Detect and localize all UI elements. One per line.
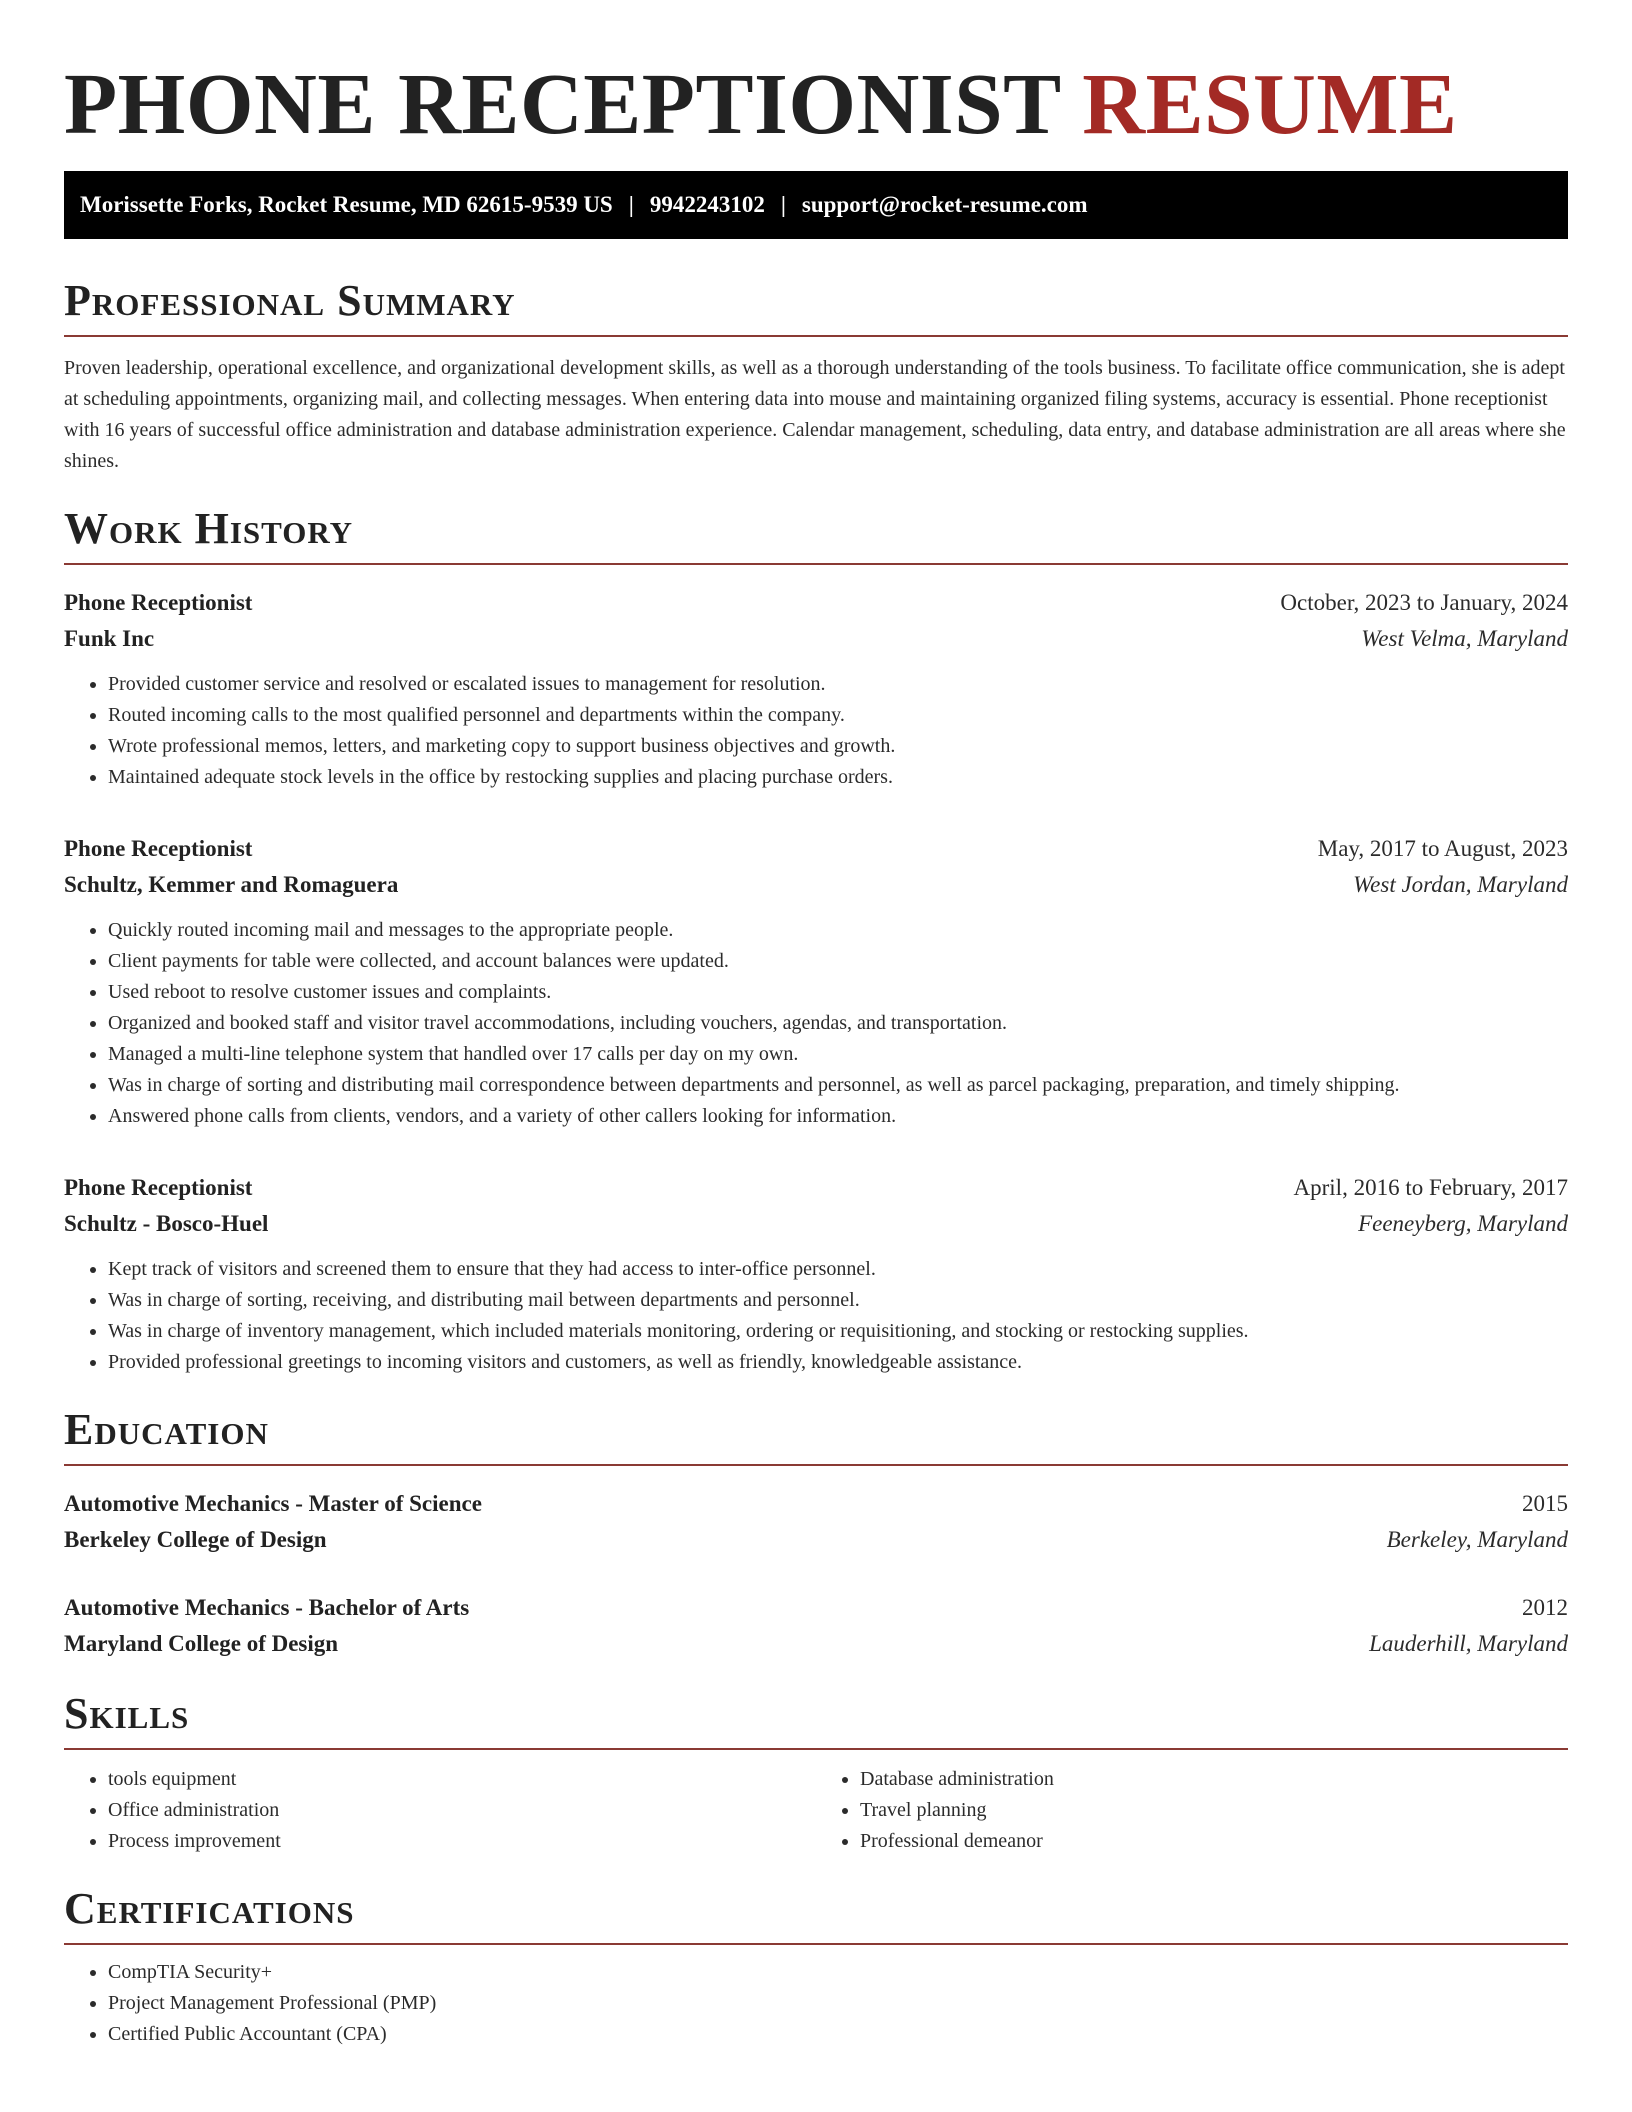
education-degree: Automotive Mechanics - Bachelor of Arts [64, 1595, 470, 1621]
job-bullet: • Was in charge of sorting, receiving, and distributing mail between departments and personnel. [108, 1285, 1568, 1316]
education-school: Berkeley College of Design [64, 1527, 327, 1553]
job-location: West Velma, Maryland [1361, 626, 1568, 652]
job-bullet: • Was in charge of sorting and distributing mail correspondence between departments and personnel, as well as parcel packaging, preparation, and timely shipping. [108, 1070, 1568, 1101]
education-year: 2012 [1522, 1595, 1568, 1621]
education-school-row [64, 1522, 1568, 1558]
job-bullet: • Maintained adequate stock levels in the office by restocking supplies and placing purchase orders. [108, 762, 1568, 793]
job-bullet: • Client payments for table were collected, and account balances were updated. [108, 946, 1568, 977]
skill-item: • tools equipment [108, 1764, 816, 1795]
summary-heading: Professional Summary [64, 279, 1568, 337]
skills-grid [64, 1764, 1568, 1857]
job-bullet: • Used reboot to resolve customer issues and complaints. [108, 977, 1568, 1008]
job-company: Schultz - Bosco-Huel [64, 1211, 269, 1237]
skills-list-left [64, 1764, 816, 1857]
skills-list-right [816, 1764, 1568, 1857]
job-bullets [64, 1254, 1568, 1378]
job-company-row [64, 1206, 1568, 1242]
job-dates: April, 2016 to February, 2017 [1293, 1175, 1568, 1201]
skill-item: • Process improvement [108, 1826, 816, 1857]
job-title: Phone Receptionist [64, 1175, 253, 1201]
job-company: Funk Inc [64, 626, 155, 652]
job-entry [64, 1170, 1568, 1378]
certification-item: • CompTIA Security+ [108, 1957, 1568, 1988]
skill-item: • Office administration [108, 1795, 816, 1826]
skill-item: • Professional demeanor [860, 1826, 1568, 1857]
education-entry [64, 1486, 1568, 1558]
work-history-heading: Work History [64, 507, 1568, 565]
job-bullet: • Provided customer service and resolved or escalated issues to management for resolution. [108, 669, 1568, 700]
education-degree-row [64, 1486, 1568, 1522]
job-title: Phone Receptionist [64, 836, 253, 862]
certifications-section [64, 1884, 1568, 2050]
education-section [64, 1405, 1568, 1662]
skill-item: • Database administration [860, 1764, 1568, 1795]
certifications-heading: Certifications [64, 1887, 1568, 1945]
title-main: PHONE RECEPTIONIST [64, 55, 1061, 152]
summary-section [64, 276, 1568, 477]
job-bullet: • Organized and booked staff and visitor travel accommodations, including vouchers, agendas, and transportation. [108, 1008, 1568, 1039]
education-location: Berkeley, Maryland [1386, 1527, 1568, 1553]
summary-text: Proven leadership, operational excellence, and organizational development skills, as well as a thorough understanding of the tools business. To facilitate office communication, she is adept at scheduling appointments, organizing mail, and collecting messages. When entering data into mouse and maintaining organized filing systems, accuracy is essential. Phone receptionist with 16 years of successful office administration and database administration experience. Calendar management, scheduling, data entry, and database administration are all areas where she shines. [64, 357, 1566, 473]
contact-separator: | [780, 192, 786, 218]
job-header-row [64, 831, 1568, 867]
education-entry [64, 1590, 1568, 1662]
job-company-row [64, 621, 1568, 657]
education-year: 2015 [1522, 1491, 1568, 1517]
job-dates: October, 2023 to January, 2024 [1280, 590, 1568, 616]
certifications-list [64, 1957, 1568, 2050]
job-location: West Jordan, Maryland [1353, 872, 1568, 898]
job-header-row [64, 585, 1568, 621]
contact-phone: 9942243102 [649, 192, 765, 218]
certification-item: • Certified Public Accountant (CPA) [108, 2019, 1568, 2050]
skills-section [64, 1689, 1568, 1857]
job-bullet: • Kept track of visitors and screened them to ensure that they had access to inter-office personnel. [108, 1254, 1568, 1285]
job-bullet: • Quickly routed incoming mail and messages to the appropriate people. [108, 915, 1568, 946]
skills-heading: Skills [64, 1692, 1568, 1750]
education-school: Maryland College of Design [64, 1631, 339, 1657]
job-company: Schultz, Kemmer and Romaguera [64, 872, 399, 898]
job-bullets [64, 669, 1568, 793]
certification-item: • Project Management Professional (PMP) [108, 1988, 1568, 2019]
job-company-row [64, 867, 1568, 903]
education-heading: Education [64, 1408, 1568, 1466]
job-bullets [64, 915, 1568, 1132]
contact-email: support@rocket-resume.com [801, 192, 1088, 218]
education-school-row [64, 1626, 1568, 1662]
education-degree: Automotive Mechanics - Master of Science [64, 1491, 482, 1517]
job-title: Phone Receptionist [64, 590, 253, 616]
job-dates: May, 2017 to August, 2023 [1317, 836, 1568, 862]
job-bullet: • Answered phone calls from clients, vendors, and a variety of other callers looking for information. [108, 1101, 1568, 1132]
contact-address: Morissette Forks, Rocket Resume, MD 62615-9539 US [80, 192, 613, 218]
job-bullet: • Routed incoming calls to the most qualified personnel and departments within the company. [108, 700, 1568, 731]
job-bullet: • Managed a multi-line telephone system that handled over 17 calls per day on my own. [108, 1039, 1568, 1070]
title-accent: RESUME [1082, 55, 1458, 152]
job-bullet: • Wrote professional memos, letters, and marketing copy to support business objectives and growth. [108, 731, 1568, 762]
job-entry [64, 831, 1568, 1132]
job-header-row [64, 1170, 1568, 1206]
job-bullet: • Provided professional greetings to incoming visitors and customers, as well as friendly, knowledgeable assistance. [108, 1347, 1568, 1378]
job-location: Feeneyberg, Maryland [1358, 1211, 1568, 1237]
job-bullet: • Was in charge of inventory management, which included materials monitoring, ordering or requisitioning, and stocking or restocking supplies. [108, 1316, 1568, 1347]
contact-separator: | [628, 192, 634, 218]
job-entry [64, 585, 1568, 793]
contact-bar [64, 171, 1568, 239]
resume-title [64, 52, 1568, 156]
education-location: Lauderhill, Maryland [1369, 1631, 1568, 1657]
work-history-section [64, 504, 1568, 1378]
education-degree-row [64, 1590, 1568, 1626]
skill-item: • Travel planning [860, 1795, 1568, 1826]
